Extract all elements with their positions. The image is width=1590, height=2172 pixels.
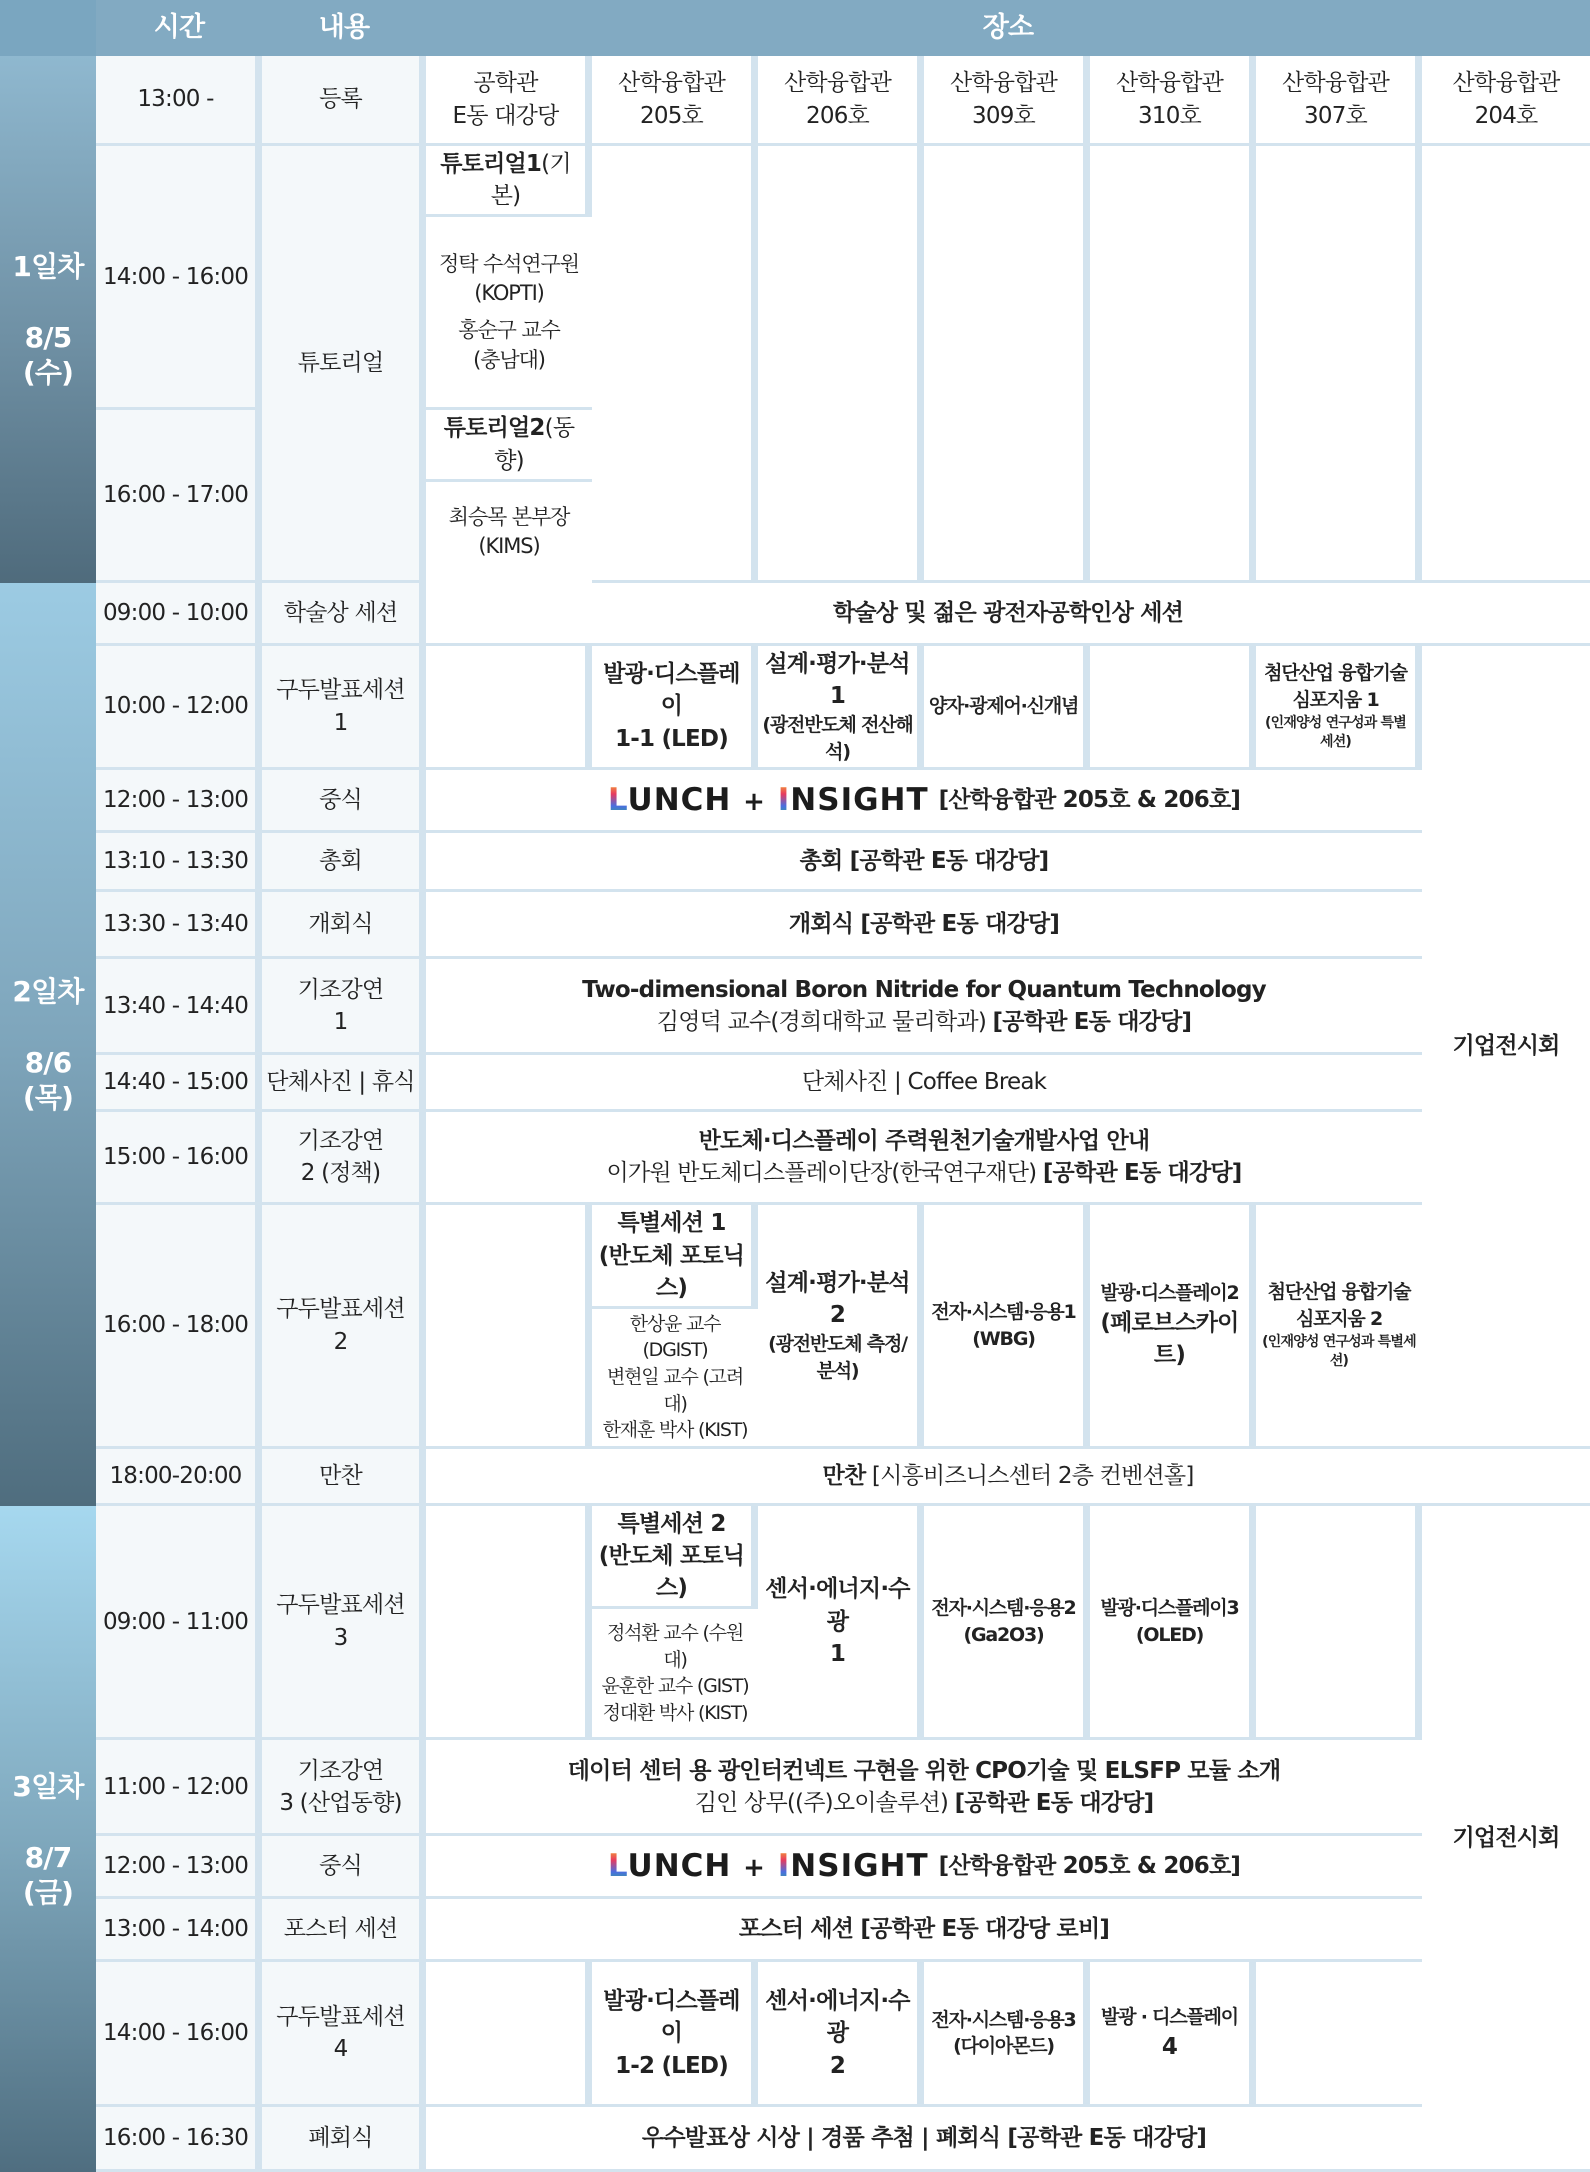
day2-general-label: 총회	[262, 833, 426, 892]
tutorial1-title: 튜토리얼1(기본)	[426, 146, 592, 217]
day3-name: 3일차	[12, 1769, 84, 1803]
day2-oral1-310	[1090, 646, 1256, 771]
day2-lunch-cell	[426, 770, 1422, 833]
room-206: 산학융합관 206호	[758, 56, 924, 146]
day2-expo: 기업전시회	[1422, 646, 1590, 1449]
tutorial1-speakers: 정탁 수석연구원 (KOPTI) 홍순구 교수 (충남대)	[426, 217, 592, 410]
day3-oral3-206: 센서·에너지·수광 1	[758, 1506, 924, 1741]
day2-date: 8/6	[24, 1045, 72, 1079]
day3-key3-time: 11:00 - 12:00	[96, 1740, 262, 1836]
day3-oral4-309: 전자·시스템·응용3 (다이아몬드)	[924, 1962, 1090, 2107]
day3-weekday: (금)	[22, 1875, 74, 1909]
day1-empty-309	[924, 146, 1090, 583]
day3-oral4-206: 센서·에너지·수광 2	[758, 1962, 924, 2107]
day2-oral1-e-hall	[426, 646, 592, 771]
special-session2-title: 특별세션 2 (반도체 포토닉스)	[592, 1506, 758, 1610]
day3-oral4-e-hall	[426, 1962, 592, 2107]
day1-empty-307	[1256, 146, 1422, 583]
day1-empty-205	[592, 146, 758, 583]
day2-banquet-label: 만찬	[262, 1449, 426, 1506]
day2-keynote1-row	[0, 959, 1590, 1055]
day2-oral2-310: 발광·디스플레이2 (페로브스카이트)	[1090, 1205, 1256, 1449]
day2-lunch-label: 중식	[262, 770, 426, 833]
day2-oral2-309: 전자·시스템·응용1 (WBG)	[924, 1205, 1090, 1449]
day2-award-time: 09:00 - 10:00	[96, 583, 262, 646]
day2-oral2-307: 첨단산업 융합기술 심포지움 2 (인재양성 연구성과 특별세션)	[1256, 1205, 1422, 1449]
header-venue: 장소	[426, 0, 1590, 56]
day3-poster-label: 포스터 세션	[262, 1899, 426, 1962]
day1-empty-206	[758, 146, 924, 583]
day1-label	[0, 56, 96, 583]
day1-tutorial-label: 튜토리얼	[262, 146, 426, 583]
day1-t1-time: 14:00 - 16:00	[96, 146, 262, 410]
day2-oral2-206: 설계·평가·분석2 (광전반도체 측정/분석)	[758, 1205, 924, 1449]
day2-banquet-time: 18:00-20:00	[96, 1449, 262, 1506]
lunch-insight-logo: LUNCH + INSIGHT	[607, 781, 929, 818]
tutorial2-speakers: 최승목 본부장 (KIMS)	[426, 482, 592, 583]
day2-lunch-place: [산학융합관 205호 & 206호]	[938, 787, 1241, 814]
day2-photo-row	[0, 1055, 1590, 1112]
day2-key2-time: 15:00 - 16:00	[96, 1112, 262, 1205]
day3-oral3-e-hall	[426, 1506, 592, 1741]
day2-oral2-label: 구두발표세션 2	[262, 1205, 426, 1449]
day3-oral3-time: 09:00 - 11:00	[96, 1506, 262, 1741]
lunch-insight-logo: LUNCH + INSIGHT	[607, 1847, 929, 1884]
room-204: 산학융합관 204호	[1422, 56, 1590, 146]
day1-weekday: (수)	[22, 355, 74, 389]
day2-award-label: 학술상 세션	[262, 583, 426, 646]
day2-key1-label: 기조강연 1	[262, 959, 426, 1055]
day3-poster-time: 13:00 - 14:00	[96, 1899, 262, 1962]
day2-oral1-time: 10:00 - 12:00	[96, 646, 262, 771]
day2-award-title: 학술상 및 젊은 광전자공학인상 세션	[426, 583, 1590, 646]
day2-oral1-205: 발광·디스플레이 1-1 (LED)	[592, 646, 758, 771]
day2-label	[0, 583, 96, 1506]
day3-oral4-row	[0, 1962, 1590, 2107]
day3-oral4-307	[1256, 1962, 1422, 2107]
room-310: 산학융합관 310호	[1090, 56, 1256, 146]
day3-poster-row	[0, 1899, 1590, 1962]
special-session1-speakers: 한상윤 교수 (DGIST) 변현일 교수 (고려대) 한재훈 박사 (KIST)	[592, 1309, 758, 1449]
header-day-cell	[0, 0, 96, 56]
day1-reg-time: 13:00 -	[96, 56, 262, 146]
day3-oral3-310: 발광·디스플레이3 (OLED)	[1090, 1506, 1256, 1741]
day2-lunch-time: 12:00 - 13:00	[96, 770, 262, 833]
day3-lunch-row	[0, 1836, 1590, 1899]
day3-oral4-310: 발광 · 디스플레이 4	[1090, 1962, 1256, 2107]
day3-lunch-place: [산학융합관 205호 & 206호]	[938, 1853, 1241, 1880]
day3-expo: 기업전시회	[1422, 1506, 1590, 2172]
day3-oral4-time: 14:00 - 16:00	[96, 1962, 262, 2107]
header-time: 시간	[96, 0, 262, 56]
day2-opening-title: 개회식 [공학관 E동 대강당]	[426, 892, 1422, 959]
day3-lunch-time: 12:00 - 13:00	[96, 1836, 262, 1899]
day2-opening-time: 13:30 - 13:40	[96, 892, 262, 959]
day2-general-title: 총회 [공학관 E동 대강당]	[426, 833, 1422, 892]
day2-oral1-307: 첨단산업 융합기술 심포지움 1 (인재양성 연구성과 특별세션)	[1256, 646, 1422, 771]
day3-lunch-cell	[426, 1836, 1422, 1899]
day3-key3-content: 데이터 센터 용 광인터컨넥트 구현을 위한 CPO기술 및 ELSFP 모듈 소개 김인 상무((주)오이솔루션) [공학관 E동 대강당]	[426, 1740, 1422, 1836]
special-session1-title: 특별세션 1 (반도체 포토닉스)	[592, 1205, 758, 1309]
day2-photo-label: 단체사진 | 휴식	[262, 1055, 426, 1112]
special-session2-speakers: 정석환 교수 (수원대) 윤훈한 교수 (GIST) 정대환 박사 (KIST)	[592, 1609, 758, 1740]
day1-empty-204	[1422, 146, 1590, 583]
day3-lunch-label: 중식	[262, 1836, 426, 1899]
day1-reg-label: 등록	[262, 56, 426, 146]
day2-key2-content: 반도체·디스플레이 주력원천기술개발사업 안내 이가원 반도체디스플레이단장(한국연구재단) [공학관 E동 대강당]	[426, 1112, 1422, 1205]
room-e-hall: 공학관 E동 대강당	[426, 56, 592, 146]
day2-oral1-label: 구두발표세션 1	[262, 646, 426, 771]
day2-banquet-content: 만찬 [시흥비즈니스센터 2층 컨벤션홀]	[426, 1449, 1590, 1506]
day2-opening-label: 개회식	[262, 892, 426, 959]
day1-t2-time: 16:00 - 17:00	[96, 410, 262, 582]
day1-name: 1일차	[12, 249, 84, 283]
day2-key1-time: 13:40 - 14:40	[96, 959, 262, 1055]
day2-weekday: (목)	[22, 1080, 74, 1114]
day3-oral3-label: 구두발표세션 3	[262, 1506, 426, 1741]
header-content: 내용	[262, 0, 426, 56]
day2-banquet-row	[0, 1449, 1590, 1506]
day2-key1-content: Two-dimensional Boron Nitride for Quantum Technology 김영덕 교수(경희대학교 물리학과) [공학관 E동 대강당]	[426, 959, 1422, 1055]
day2-photo-time: 14:40 - 15:00	[96, 1055, 262, 1112]
day3-closing-label: 폐회식	[262, 2107, 426, 2172]
day2-opening-row	[0, 892, 1590, 959]
day2-keynote2-row	[0, 1112, 1590, 1205]
room-205: 산학융합관 205호	[592, 56, 758, 146]
tutorial2-title: 튜토리얼2(동향)	[426, 410, 592, 481]
day2-key2-label: 기조강연 2 (정책)	[262, 1112, 426, 1205]
day1-tutorial-row-a	[0, 146, 1590, 217]
day3-oral4-label: 구두발표세션 4	[262, 1962, 426, 2107]
day3-key3-label: 기조강연 3 (산업동향)	[262, 1740, 426, 1836]
day2-oral2-e-hall	[426, 1205, 592, 1449]
day3-closing-row	[0, 2107, 1590, 2172]
day2-general-row	[0, 833, 1590, 892]
day2-oral1-206: 설계·평가·분석1 (광전반도체 전산해석)	[758, 646, 924, 771]
day3-oral3-309: 전자·시스템·응용2 (Ga2O3)	[924, 1506, 1090, 1741]
day3-oral4-205: 발광·디스플레이 1-2 (LED)	[592, 1962, 758, 2107]
day2-award-row	[0, 583, 1590, 646]
room-307: 산학융합관 307호	[1256, 56, 1422, 146]
room-309: 산학융합관 309호	[924, 56, 1090, 146]
day3-closing-title: 우수발표상 시상 | 경품 추첨 | 폐회식 [공학관 E동 대강당]	[426, 2107, 1422, 2172]
day3-label	[0, 1506, 96, 2172]
day3-poster-title: 포스터 세션 [공학관 E동 대강당 로비]	[426, 1899, 1422, 1962]
day3-date: 8/7	[24, 1840, 72, 1874]
day3-oral3-row-a	[0, 1506, 1590, 1610]
day3-oral3-307	[1256, 1506, 1422, 1741]
day1-empty-310	[1090, 146, 1256, 583]
day3-keynote3-row	[0, 1740, 1590, 1836]
day2-photo-title: 단체사진 | Coffee Break	[426, 1055, 1422, 1112]
day2-oral2-time: 16:00 - 18:00	[96, 1205, 262, 1449]
day2-lunch-row	[0, 770, 1590, 833]
rooms-row	[0, 56, 1590, 146]
header-row	[0, 0, 1590, 56]
day2-name: 2일차	[12, 974, 84, 1008]
day2-oral2-row-a	[0, 1205, 1590, 1309]
day2-oral1-row	[0, 646, 1590, 771]
day1-date: 8/5	[24, 320, 72, 354]
day2-general-time: 13:10 - 13:30	[96, 833, 262, 892]
day3-closing-time: 16:00 - 16:30	[96, 2107, 262, 2172]
day2-oral1-309: 양자·광제어·신개념	[924, 646, 1090, 771]
